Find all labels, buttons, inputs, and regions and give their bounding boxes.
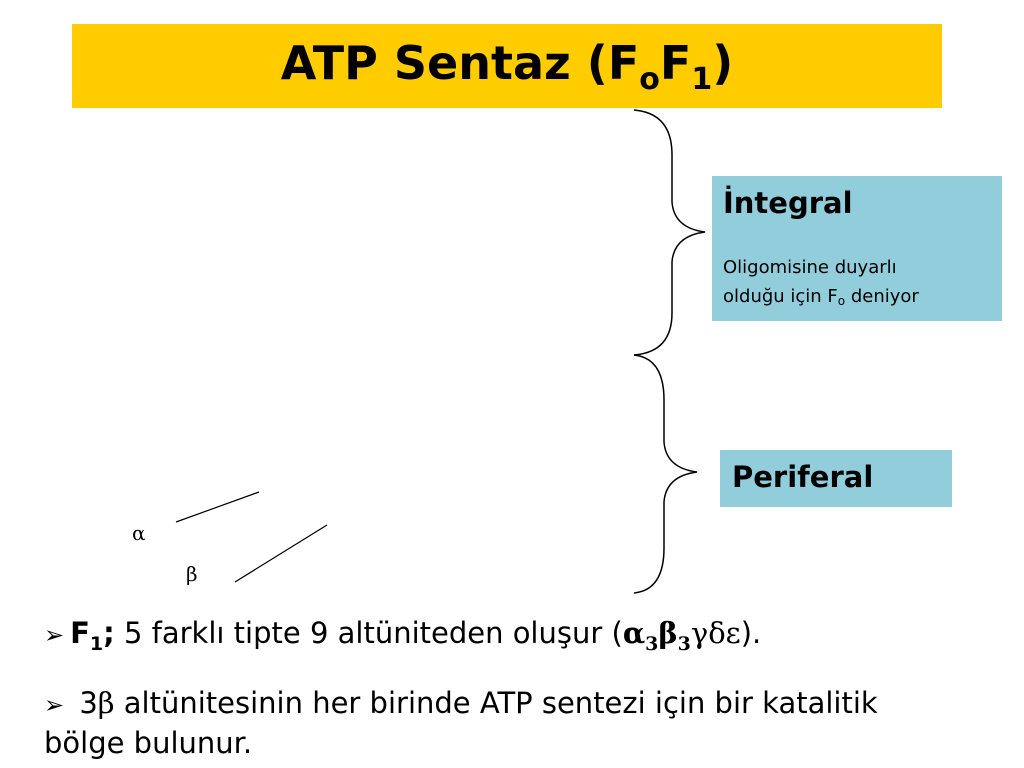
- title-subscript-o: o: [639, 61, 660, 97]
- bullet-beta-line2: bölge bulunur.: [44, 726, 253, 760]
- bullet-f1-text: 5 farklı tipte 9 altüniteden oluşur (: [114, 616, 623, 650]
- periferal-title: Periferal: [732, 460, 874, 494]
- upper-brace: [634, 110, 705, 355]
- periferal-box: [720, 450, 952, 507]
- alpha-pointer-line: [176, 492, 259, 522]
- bullet-f1: ➢ $F_1$; 5 farklı tipte 9 altüniteden oluşur $(\alpha_3\beta_3\gamma\delta\varepsilon)$.: [44, 616, 762, 655]
- bullet-beta: ➢ 3β altünitesinin her birinde ATP sentezi için bir katalitik bölge bulunur.: [44, 686, 878, 760]
- bullet-f1-formula-rest: γδε: [690, 616, 741, 650]
- title-text-main: ATP Sentaz (F: [280, 35, 640, 90]
- integral-note: [723, 253, 919, 316]
- beta-label: β: [186, 562, 198, 586]
- integral-box: [712, 176, 1002, 321]
- integral-note-line2: olduğu için $F_o$ deniyor: [723, 286, 919, 308]
- integral-note-line1: Oligomisine duyarlı: [723, 257, 897, 278]
- bullet-beta-greek: β: [97, 686, 115, 720]
- integral-title: İntegral: [723, 186, 853, 220]
- title-text-mid: F: [659, 35, 692, 90]
- bullet-f1-label: $F_1$;: [70, 616, 115, 655]
- arrow-bullet-icon: ➢: [44, 691, 65, 719]
- title-subscript-1: 1: [691, 61, 713, 97]
- title-text-close: ): [712, 35, 734, 90]
- alpha-label: α: [132, 521, 146, 545]
- arrow-bullet-icon: ➢: [44, 621, 65, 649]
- beta-pointer-line: [235, 525, 327, 582]
- bullet-f1-formula: $\alpha_3\beta_3$: [622, 616, 691, 655]
- bullet-beta-line1: altünitesinin her birinde ATP sentezi için bir katalitik: [114, 686, 878, 720]
- lower-brace: [634, 355, 697, 593]
